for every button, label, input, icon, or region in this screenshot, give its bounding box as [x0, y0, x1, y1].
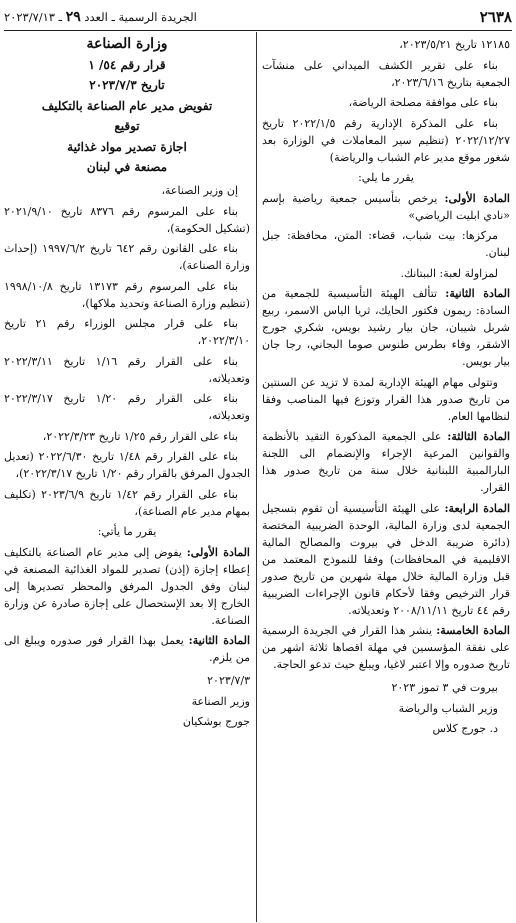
- subject-line-3: اجازة تصدير مواد غذائية: [67, 139, 187, 154]
- article-3-label: المادة الثالثة:: [447, 430, 511, 443]
- recital-1: بناء على المرسوم رقم ٨٣٧٦ تاريخ ٢٠٢١/٩/١٠ (تشكيل الحكومة)،: [4, 204, 250, 235]
- column-divider: [256, 32, 257, 922]
- article-1-hq: مركزها: بيت شباب، قضاء: المتن، محافظة: جبل لبنان.: [262, 229, 510, 259]
- article-4: [262, 500, 510, 619]
- decides-line: يقرر ما يأتي:: [97, 525, 157, 538]
- article-1: [262, 190, 510, 224]
- subject-line-2: توقيع: [114, 119, 140, 133]
- subject-line-1: تفويض مدير عام الصناعة بالتكليف: [41, 98, 213, 113]
- recital-2: بناء على القانون رقم ٦٤٢ تاريخ ١٩٩٧/٦/٢ (إحداث وزارة الصناعة)،: [4, 242, 250, 272]
- article-1: [4, 544, 250, 629]
- minister-intro: إن وزير الصناعة،: [161, 184, 238, 197]
- article-2-label: المادة الثانية:: [445, 287, 511, 300]
- signatory-title: وزير الصناعة: [191, 694, 250, 708]
- page-number: ٢٦٣٨: [479, 8, 512, 26]
- article-3-text: على الجمعية المذكورة التقيد بالأنظمة والقوانين المرعية الإجراء والإنضمام الى اللجنة البارالمبية اللبنانية خلال سنة من تاريخ صدور هذا القرار.: [262, 430, 510, 494]
- article-3: [262, 428, 510, 496]
- decision-date: تاريخ ٢٠٢٣/٧/٣: [89, 78, 165, 92]
- article-2-label: المادة الثانية:: [188, 634, 250, 647]
- recital-5: بناء على القرار رقم ١/١٦ تاريخ ٢٠٢٢/٣/١١ وتعديلاته،: [4, 354, 250, 385]
- decides-line: يقرر ما يلي:: [358, 171, 414, 184]
- subject-line-4: مصنعة في لبنان: [86, 160, 168, 174]
- place-date: بيروت في ٣ تموز ٢٠٢٣: [391, 681, 498, 694]
- recital-8: بناء على القرار رقم ١/٤٨ تاريخ ٢٠٢٢/٦/٣٠ (تعديل الجدول المرفق بالقرار رقم ١/٢٠ تاريخ ٢٠٢٢/٣/١٧)،: [4, 450, 250, 480]
- issue-number: ٢٩: [65, 9, 81, 25]
- issue-date: ٢٠٢٣/٧/١٣: [4, 10, 55, 24]
- article-2: [4, 632, 250, 666]
- signatory-name: د. جورج كلاس: [432, 722, 498, 735]
- recital-3: بناء على المذكرة الإدارية رقم ٢٠٢٢/١/٥ تاريخ ٢٠٢٢/١٢/٢٧ (تنظيم سير المعاملات في الوزارة بعد شغور موقع مدير عام الشباب والرياضة): [262, 116, 510, 164]
- right-column: [262, 36, 510, 741]
- recital-4: بناء على قرار مجلس الوزراء رقم ٢١ تاريخ ٢٠٢٢/٣/١٠،: [4, 317, 250, 347]
- recital-1: بناء على تقرير الكشف الميداني على منشآت الجمعية بتاريخ ٢٠٢٣/٦/١٦،: [262, 58, 510, 89]
- left-column: [4, 36, 250, 734]
- article-1-text: يفوض إلى مدير عام الصناعة بالتكليف إعطاء إجازة (إذن) تصدير للمواد الغذائية المصنعة في لبنان وفق الجدول المرفق والمحظر تصديرها إلى الخارج إلا بعد الإستحصال على إجازة صادرة عن وزارة الصناعة.: [4, 545, 250, 627]
- article-2-text: تتألف الهيئة التأسيسية للجمعية من السادة: ريمون فكتور الحايك، ثريا الياس الاسمر، ربيع شربل شيبان، جان بيار رشيد بويس، شكري جورج الاشقر، وفاء بطرس طنوس صوما البجاني، رجا جان بيار بويس.: [262, 287, 510, 368]
- article-5-label: المادة الخامسة:: [436, 624, 510, 637]
- article-2: [262, 285, 510, 370]
- signatory-title: وزير الشباب والرياضة: [398, 701, 498, 715]
- recital-3: بناء على المرسوم رقم ١٣١٧٣ تاريخ ١٩٩٨/١٠/٨ (تنظيم وزارة الصناعة وتحديد ملاكها)،: [4, 279, 250, 310]
- signature-date: ٢٠٢٣/٧/٣: [207, 674, 250, 687]
- article-2-para-2: وتتولى مهام الهيئة الإدارية لمدة لا تزيد عن السنتين من تاريخ صدور هذا القرار وتوزع فيها المناصب وفقا لنظامها العام.: [262, 375, 510, 423]
- ministry-title: وزارة الصناعة: [86, 36, 168, 52]
- decision-number: قرار رقم ٥٤/ ١: [88, 57, 166, 72]
- gazette-title: الجريدة الرسمية ـ العدد: [84, 10, 197, 24]
- signatory-name: جورج بوشكيان: [182, 715, 250, 728]
- article-1-text: يرخص بتأسيس جمعية رياضية بإسم «نادي ابليت الرياضي»: [262, 191, 510, 222]
- recital-2: بناء على موافقة مصلحة الرياضة،: [348, 96, 498, 109]
- recital-6: بناء على القرار رقم ١/٢٠ تاريخ ٢٠٢٢/٣/١٧ وتعديلاته،: [4, 392, 250, 422]
- recital-7: بناء على القرار رقم ١/٢٥ تاريخ ٢٠٢٢/٣/٢٣،: [42, 429, 238, 443]
- recital-9: بناء على القرار رقم ١/٤٢ تاريخ ٢٠٢٣/٦/٩ (تكليف بمهام مدير عام الصناعة)،: [4, 487, 250, 518]
- gazette-header-text: الجريدة الرسمية ـ العدد ٢٩ ـ ٢٠٢٣/٧/١٣: [4, 9, 197, 25]
- article-5-text: ينشر هذا القرار في الجريدة الرسمية على نفقة المؤسسين في مهلة اقصاها ثلاثة اشهر من تاريخ صدوره وإلا اعتبر لاغيا، ويبلغ حيث تدعو الحاجة.: [262, 624, 510, 671]
- article-2-text: يعمل بهذا القرار فور صدوره ويبلغ الى من يلزم.: [4, 634, 250, 664]
- article-1-label: المادة الأولى:: [186, 545, 250, 559]
- page-header: [4, 4, 512, 31]
- intro-line: ١٢١٨٥ تاريخ ٢٠٢٣/٥/٢١،: [399, 38, 510, 51]
- article-5: [262, 622, 510, 673]
- article-1-game: لمزاولة لعبة: الببتانك.: [400, 266, 498, 280]
- article-4-text: على الهيئة التأسيسية أن تقوم بتسجيل الجمعية لدى وزارة المالية، الوحدة الضريبية المختصة (دائرة ضريبة الدخل في بيروت والمصالح المالية الاقليمية في المحافظات) وفقا للنموذج المعتمد من قبل وزارة المالية خلال مهلة شهرين من تاريخ صدور قرار الترخيص وفقا لأحكام قانون الإجراءات الضريبية رقم ٤٤ تاريخ ٢٠٠٨/١١/١١ وتعديلاته.: [262, 501, 510, 617]
- article-4-label: المادة الرابعة:: [444, 501, 510, 515]
- article-1-label: المادة الأولى:: [444, 191, 510, 205]
